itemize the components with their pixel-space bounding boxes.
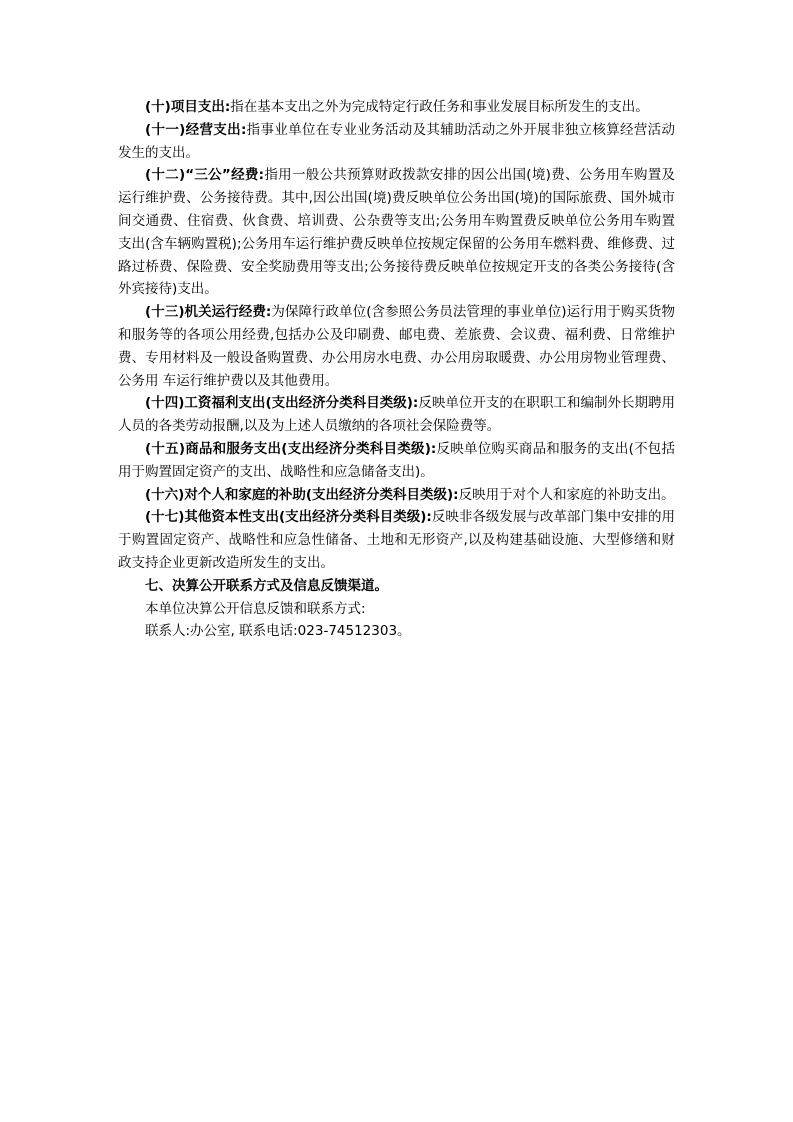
- definition-term: (十)项目支出:: [145, 99, 231, 115]
- section-heading: 七、决算公开联系方式及信息反馈渠道。: [145, 577, 388, 594]
- definition-individual-family-subsidy: [118, 484, 675, 507]
- definition-term: (十二)“三公”经费:: [145, 167, 265, 184]
- definition-term: (十一)经营支出:: [145, 121, 247, 138]
- contact-info: 联系人:办公室, 联系电话:023-74512303。: [145, 623, 411, 640]
- definition-other-capital-expenditure: [118, 506, 675, 574]
- document-page: [118, 96, 675, 643]
- definition-text: 反映单位购买商品和服务的支出(不包括用于购置固定资产的支出、战略性和应急储备支出)。: [118, 440, 675, 480]
- definition-text: 指在基本支出之外为完成特定行政任务和事业发展目标所发生的支出。: [230, 99, 649, 115]
- definition-term: (十五)商品和服务支出(支出经济分类科目类级):: [145, 440, 437, 457]
- definition-three-public-expenses: [118, 164, 675, 301]
- definition-text: 反映用于对个人和家庭的补助支出。: [458, 486, 675, 503]
- definition-goods-services: [118, 438, 675, 484]
- definition-text: 指用一般公共预算财政拨款安排的因公出国(境)费、公务用车购置及运行维护费、公务接待费。其中,因公出国(境)费反映单位公务出国(境)的国际旅费、国外城市间交通费、住宿费、伙食费、培训费、公杂费等支出;公务用车购置费反映单位公务用车购置 支出(含车辆购置税);公务用车运行维护费反映单位按规定保留的公务用车燃料费、维修费、过路过桥费、保险费、安全奖励费用等支出;公务接待费反映单位按规定开支的各类公务接待(含外宾接待)支出。: [118, 167, 675, 298]
- definition-term: (十七)其他资本性支出(支出经济分类科目类级):: [145, 509, 432, 526]
- definition-term: (十六)对个人和家庭的补助(支出经济分类科目类级):: [145, 486, 459, 503]
- definition-project-expenditure: [118, 96, 675, 119]
- definition-text: 反映非各级发展与改革部门集中安排的用于购置固定资产、战略性和应急性储备、土地和无形资产,以及构建基础设施、大型修缮和财政支持企业更新改造所发生的支出。: [118, 509, 676, 571]
- definition-text: 反映单位开支的在职职工和编制外长期聘用人员的各类劳动报酬,以及为上述人员缴纳的各项社会保险费等。: [118, 395, 676, 435]
- definition-term: (十四)工资福利支出(支出经济分类科目类级):: [145, 395, 419, 412]
- definition-text: 为保障行政单位(含参照公务员法管理的事业单位)运行用于购买货物和服务等的各项公用经费,包括办公及印刷费、邮电费、差旅费、会议费、福利费、日常维护费、专用材料及一般设备购置费、办公用房水电费、办公用房取暖费、办公用房物业管理费、公务用 车运行维护费以及其他费用。: [118, 304, 675, 389]
- definition-text: 指事业单位在专业业务活动及其辅助活动之外开展非独立核算经营活动发生的支出。: [118, 121, 675, 161]
- definition-operating-expenditure: [118, 119, 675, 165]
- definition-wages-welfare: [118, 392, 675, 438]
- definition-agency-operating-costs: [118, 301, 675, 392]
- definition-term: (十三)机关运行经费:: [145, 304, 272, 321]
- contact-intro: 本单位决算公开信息反馈和联系方式:: [145, 600, 366, 617]
